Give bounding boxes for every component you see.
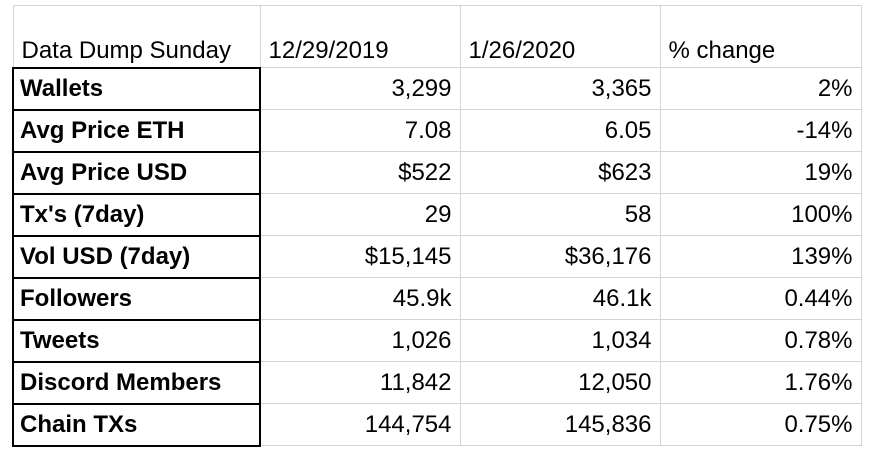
value-cell[interactable]: $522 — [260, 152, 460, 194]
table-row — [13, 236, 861, 278]
change-cell[interactable]: 0.78% — [660, 320, 861, 362]
row-label-cell[interactable]: Followers — [13, 278, 260, 320]
table-row — [13, 110, 861, 152]
value-cell[interactable]: $623 — [460, 152, 660, 194]
change-cell[interactable]: 2% — [660, 68, 861, 110]
row-label-cell[interactable]: Avg Price USD — [13, 152, 260, 194]
percent-change-column-header[interactable]: % change — [660, 6, 861, 68]
table-row — [13, 362, 861, 404]
value-cell[interactable]: 1,026 — [260, 320, 460, 362]
change-cell[interactable]: 139% — [660, 236, 861, 278]
value-cell[interactable]: 1,034 — [460, 320, 660, 362]
value-cell[interactable]: 29 — [260, 194, 460, 236]
row-label-cell[interactable]: Chain TXs — [13, 404, 260, 446]
row-label-cell[interactable]: Tx's (7day) — [13, 194, 260, 236]
value-cell[interactable]: 46.1k — [460, 278, 660, 320]
row-label-cell[interactable]: Wallets — [13, 68, 260, 110]
value-cell[interactable]: 145,836 — [460, 404, 660, 446]
value-cell[interactable]: 11,842 — [260, 362, 460, 404]
value-cell[interactable]: 7.08 — [260, 110, 460, 152]
value-cell[interactable]: 6.05 — [460, 110, 660, 152]
value-cell[interactable]: 12,050 — [460, 362, 660, 404]
table-row — [13, 320, 861, 362]
value-cell[interactable]: 144,754 — [260, 404, 460, 446]
change-cell[interactable]: 0.75% — [660, 404, 861, 446]
value-cell[interactable]: $15,145 — [260, 236, 460, 278]
table-row — [13, 152, 861, 194]
value-cell[interactable]: 58 — [460, 194, 660, 236]
change-cell[interactable]: 100% — [660, 194, 861, 236]
change-cell[interactable]: 1.76% — [660, 362, 861, 404]
table-row — [13, 68, 861, 110]
table-row — [13, 194, 861, 236]
change-cell[interactable]: -14% — [660, 110, 861, 152]
date-column-header[interactable]: 1/26/2020 — [460, 6, 660, 68]
value-cell[interactable]: 3,299 — [260, 68, 460, 110]
value-cell[interactable]: 3,365 — [460, 68, 660, 110]
header-row — [13, 6, 861, 68]
date-column-header[interactable]: 12/29/2019 — [260, 6, 460, 68]
row-label-cell[interactable]: Avg Price ETH — [13, 110, 260, 152]
row-label-cell[interactable]: Tweets — [13, 320, 260, 362]
table-title-cell[interactable]: Data Dump Sunday — [13, 6, 260, 68]
value-cell[interactable]: 45.9k — [260, 278, 460, 320]
value-cell[interactable]: $36,176 — [460, 236, 660, 278]
change-cell[interactable]: 0.44% — [660, 278, 861, 320]
row-label-cell[interactable]: Discord Members — [13, 362, 260, 404]
table-row — [13, 404, 861, 446]
table-row — [13, 278, 861, 320]
row-label-cell[interactable]: Vol USD (7day) — [13, 236, 260, 278]
data-table — [12, 5, 862, 447]
change-cell[interactable]: 19% — [660, 152, 861, 194]
